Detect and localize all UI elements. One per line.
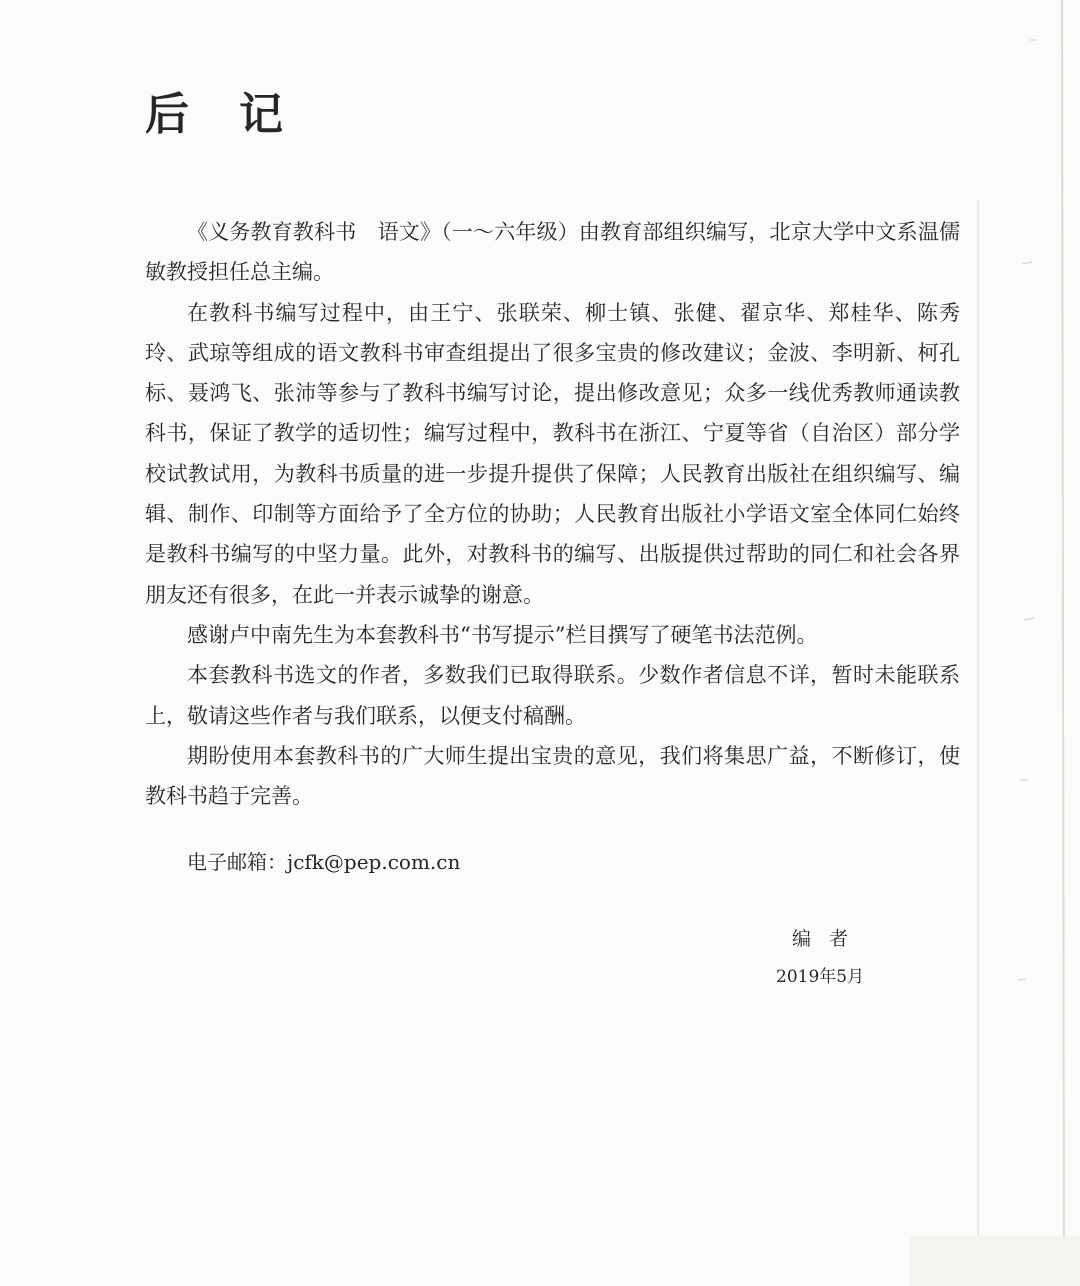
- paragraph-1: 《义务教育教科书 语文》（一～六年级）由教育部组织编写，北京大学中文系温儒敏教授担任总主编。: [145, 220, 960, 285]
- paragraph-4: 本套教科书选文的作者，多数我们已取得联系。少数作者信息不详，暂时未能联系上，敬请这些作者与我们联系，以便支付稿酬。: [145, 663, 960, 728]
- date: 2019年5月: [776, 967, 865, 987]
- signature: 编者: [792, 928, 867, 950]
- title-char-2: 记: [239, 89, 287, 140]
- page-title: [145, 78, 287, 142]
- paragraph-3: 感谢卢中南先生为本套教科书“书写提示”栏目撰写了硬笔书法范例。: [187, 622, 818, 647]
- paragraph-2: 在教科书编写过程中，由王宁、张联荣、柳士镇、张健、翟京华、郑桂华、陈秀玲、武琼等组成的语文教科书审查组提出了很多宝贵的修改建议；金波、李明新、柯孔标、聂鸿飞、张沛等参与了教科书编写讨论，提出修改意见；众多一线优秀教师通读教科书，保证了教学的适切性；编写过程中，教科书在浙江、宁夏等省（自治区）部分学校试教试用，为教科书质量的进一步提升提供了保障；人民教育出版社在组织编写、编辑、制作、印制等方面给予了全方位的协助；人民教育出版社小学语文室全体同仁始终是教科书编写的中坚力量。此外，对教科书的编写、出版提供过帮助的同仁和社会各界朋友还有很多，在此一并表示诚挚的谢意。: [145, 300, 960, 607]
- paragraph-5: 期盼使用本套教科书的广大师生提出宝贵的意见，我们将集思广益，不断修订，使教科书趋于完善。: [145, 743, 960, 809]
- afterword-body: [145, 212, 960, 816]
- email-line: 电子邮箱：jcfk@pep.com.cn: [187, 850, 461, 874]
- title-char-1: 后: [145, 89, 193, 140]
